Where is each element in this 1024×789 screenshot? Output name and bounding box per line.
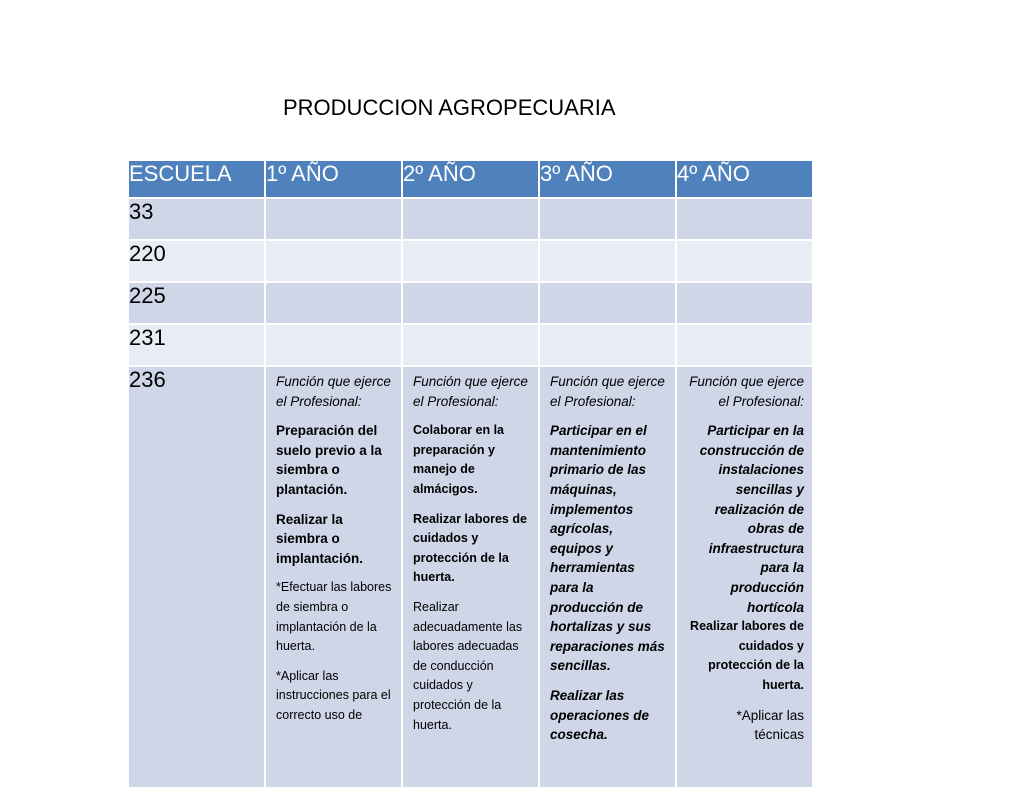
table-row: [128, 324, 813, 366]
empty-cell: [676, 198, 813, 240]
table-row: [128, 240, 813, 282]
school-cell: 236: [128, 366, 265, 788]
function-item: Participar en la construcción de instalaciones sencillas y realización de obras de infraestructura para la producción hortícola: [699, 423, 804, 615]
empty-cell: [539, 324, 676, 366]
school-cell: 225: [128, 282, 265, 324]
schools-table: [127, 159, 814, 789]
header-year-4: 4º AÑO: [676, 160, 813, 198]
empty-cell: [402, 282, 539, 324]
function-item: Realizar adecuadamente las labores adecuadas de conducción cuidados y protección de la huerta.: [413, 599, 523, 732]
school-cell: 231: [128, 324, 265, 366]
function-item: Realizar las operaciones de cosecha.: [550, 687, 650, 743]
header-year-1: 1º AÑO: [265, 160, 402, 198]
header-row: [128, 160, 813, 198]
year-3-functions: [539, 366, 676, 788]
header-escuela: ESCUELA: [128, 160, 265, 198]
function-item: *Efectuar las labores de siembra o implantación de la huerta.: [276, 580, 392, 654]
function-item: Realizar la siembra o implantación.: [276, 511, 364, 566]
table-row: [128, 198, 813, 240]
empty-cell: [539, 198, 676, 240]
function-item: *Aplicar las instrucciones para el correcto uso de: [276, 668, 391, 722]
empty-cell: [539, 282, 676, 324]
function-item: Colaborar en la preparación y manejo de almácigos.: [413, 423, 504, 496]
function-intro: Función que ejerce el Profesional:: [276, 374, 391, 409]
empty-cell: [676, 240, 813, 282]
empty-cell: [676, 282, 813, 324]
school-cell: 33: [128, 198, 265, 240]
empty-cell: [402, 198, 539, 240]
function-item: Preparación del suelo previo a la siembra o plantación.: [276, 423, 382, 497]
empty-cell: [402, 240, 539, 282]
year-4-functions: [676, 366, 813, 788]
header-year-3: 3º AÑO: [539, 160, 676, 198]
empty-cell: [265, 282, 402, 324]
header-year-2: 2º AÑO: [402, 160, 539, 198]
table-row: [128, 366, 813, 788]
empty-cell: [265, 198, 402, 240]
empty-cell: [676, 324, 813, 366]
empty-cell: [539, 240, 676, 282]
school-cell: 220: [128, 240, 265, 282]
function-intro: Función que ejerce el Profesional:: [689, 374, 804, 409]
function-intro: Función que ejerce el Profesional:: [550, 374, 665, 409]
function-item: Participar en el mantenimiento primario de las máquinas, implementos agrícolas, equipos y herramientas para la producción de hortalizas y sus reparaciones más sencillas.: [550, 423, 665, 674]
function-item: Realizar labores de cuidados y protección de la huerta.: [690, 619, 804, 692]
function-item: *Aplicar las técnicas: [736, 707, 804, 743]
empty-cell: [265, 324, 402, 366]
year-1-functions: [265, 366, 402, 788]
year-2-functions: [402, 366, 539, 788]
function-item: Realizar labores de cuidados y protección de la huerta.: [413, 511, 527, 585]
page-title: PRODUCCION AGROPECUARIA: [283, 95, 616, 120]
empty-cell: [265, 240, 402, 282]
table-row: [128, 282, 813, 324]
function-intro: Función que ejerce el Profesional:: [413, 374, 528, 409]
empty-cell: [402, 324, 539, 366]
